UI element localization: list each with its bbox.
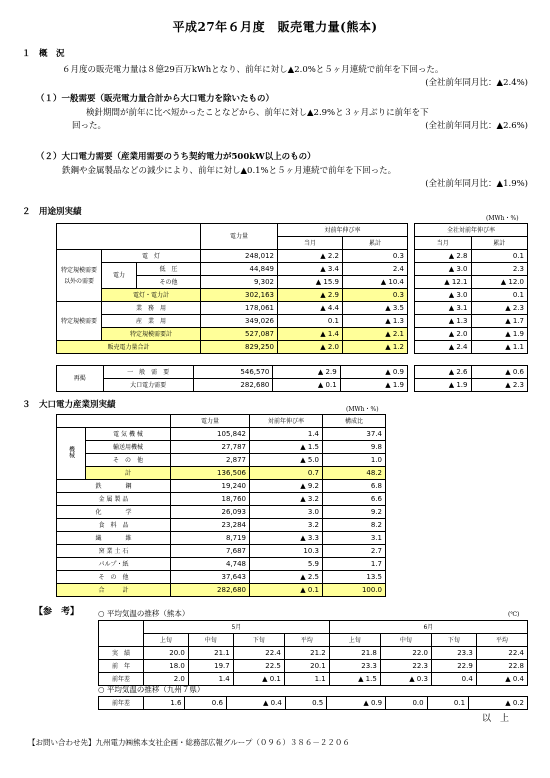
temp-table: 5月 6月 上旬 中旬 下旬 平均 上旬 中旬 下旬 平均 実 績 20.0 21.1 22.4 21.2 21.8 22.0 23.3 22.4 前 年 18.0 19.7 22.5 20.1 23.3 22.3 22.9 22.8 前年差 2.0 1.4 ▲ 0.1 1.1 ▲ 1.5 ▲ 0.3 0.4 ▲ 0.4 [98,620,528,686]
group-power: 電力 [102,263,137,289]
s1-sub1-line1: 検針期間が前年に比べ短かったことなどから、前年に対し▲2.9%と３ヶ月ぶりに前年を下 [86,108,429,118]
s1-line1b: (全社前年同月比：▲2.4%) [425,78,528,88]
s1-sub2-right: (全社前年同月比：▲1.9%) [425,179,528,189]
group-ref: 再掲 [57,366,104,392]
s1-sub1-heading: （１）一般需要（販売電力量合計から大口電力を除いたもの） [36,94,275,104]
s2-unit: (MWh・%) [486,215,519,222]
month-6: 6月 [329,621,527,634]
table-row: 鉄 鋼 19,240 ▲ 9.2 6.8 [57,480,386,493]
table-row: 特定規模需要以外の需要 電 灯 248,012 ▲ 2.2 0.3 [57,250,408,263]
table-row: 合 計 282,680 ▲ 0.1 100.0 [57,584,386,597]
col-company: 全社対前年伸び率 [415,224,528,237]
contact-info: 【お問い合わせ先】九州電力㈱熊本支社企画・総務部広報グループ（０９６）３８６－２２０６ [28,738,350,747]
company-table: 全社対前年伸び率 当月 累計 ▲ 2.8 0.1 ▲ 3.0 2.3 ▲ 12.1 ▲ 12.0 ▲ 3.0 0.1 ▲ 3.1 ▲ 2.3 ▲ 1.3 ▲ 1.7 ▲ 2.0 ▲ 1.9 ▲ 2.4 ▲ 1.1 [414,223,528,354]
table-row: 食 料 品 23,284 3.2 8.2 [57,519,386,532]
kyushu-table [98,696,528,710]
s1-line1: ６月度の販売電力量は８億29百万kWhとなり、前年に対し▲2.0%と５ヶ月連続で前年を下回った。 [62,65,444,75]
table-row: 化 学 26,093 3.0 9.2 [57,506,386,519]
table-row: 産 業 用 349,026 0.1 ▲ 1.3 [57,315,408,328]
table-row: 計 136,506 0.7 48.2 [57,467,386,480]
table-row: 機械 電 気 機 械 105,842 1.4 37.4 [57,428,386,441]
table-row: 窯 業 土 石 7,687 10.3 2.7 [57,545,386,558]
table-row: 特定規模需要 業 務 用 178,061 ▲ 4.4 ▲ 3.5 [57,302,408,315]
rain-title: ○ 平均気温の推移（九州７県） [98,685,205,694]
group-label-2: 特定規模需要 [57,302,102,341]
section-1-heading: １ 概 況 [22,49,65,59]
table-row: 販売電力量合計 829,250 ▲ 2.0 ▲ 1.2 [57,341,408,354]
usage-table [56,223,408,354]
table-row: 繊 維 8,719 ▲ 3.3 3.1 [57,532,386,545]
temp-title: ○ 平均気温の推移（熊本） [98,609,190,618]
ref-heading: 【参 考】 [34,607,80,617]
month-5: 5月 [144,621,330,634]
table-row: そ の 他 37,643 ▲ 2.5 13.5 [57,571,386,584]
s1-sub1-right: (全社前年同月比：▲2.6%) [425,121,528,131]
s1-sub1-line2: 回った。 [72,121,107,131]
table-row: 輸送用機械 27,787 ▲ 1.5 9.8 [57,441,386,454]
group-label: 特定規模需要以外の需要 [57,250,102,302]
end-mark: 以 上 [482,714,510,724]
s1-sub2-line1: 鉄鋼や金属製品などの減少により、前年に対し▲0.1%と５ヶ月連続で前年を下回った。 [62,166,397,176]
col-yoy: 対前年伸び率 [278,224,408,237]
table-row: 前 年 18.0 19.7 22.5 20.1 23.3 22.3 22.9 22.8 [99,660,528,673]
section-2-heading: ２ 用途別実績 [22,207,82,217]
section-3-heading: ３ 大口電力産業別実績 [22,400,116,410]
industry-table: 電力量 対前年伸び率 構成比 機械 電 気 機 械 105,842 1.4 37.4 輸送用機械 27,787 ▲ 1.5 9.8 そ の 他 2,877 ▲ 5.0 1.0 計 136,506 0.7 48.2 鉄 鋼 19,240 ▲ 9.2 6.8 金 属 製 品 18,760 ▲ 3.2 6.6 化 学 26,093 3.0 9.2 食 料 品 23,284 3.2 8.2 繊 維 8,719 ▲ 3.3 3.1 窯 業 土 石 7,687 10.3 2.7 パルプ・紙 4,748 5.9 1.7 そ の 他 37,643 ▲ 2.5 13.5 合 計 282,680 ▲ 0.1 100.0 [56,414,386,597]
s3-unit: (MWh・%) [346,406,379,413]
table-row: 前年差 2.0 1.4 ▲ 0.1 1.1 ▲ 1.5 ▲ 0.3 0.4 ▲ 0.4 [99,673,528,686]
table-row: 電力 低 圧 44,849 ▲ 3.4 2.4 [57,263,408,276]
ref-table [56,365,408,392]
table-row: 前年差 1.6 0.6 ▲ 0.4 0.5 ▲ 0.9 0.0 0.1 ▲ 0.2 [99,697,528,710]
col-cum: 累計 [343,237,408,250]
s1-sub2-heading: （２）大口電力需要（産業用需要のうち契約電力が500kW以上のもの） [36,152,316,162]
table-row: そ の 他 2,877 ▲ 5.0 1.0 [57,454,386,467]
table-row: 電灯・電力計 302,163 ▲ 2.9 0.3 [57,289,408,302]
table-row: 実 績 20.0 21.1 22.4 21.2 21.8 22.0 23.3 22.4 [99,647,528,660]
table-row: 再掲 一 般 需 要 546,570 ▲ 2.9 ▲ 0.9 [57,366,408,379]
table-row: 特定規模需要計 527,087 ▲ 1.4 ▲ 2.1 [57,328,408,341]
temp-unit: (℃) [508,611,520,618]
table-row: 大口電力需要 282,680 ▲ 0.1 ▲ 1.9 [57,379,408,392]
page-title: 平成27年６月度 販売電力量(熊本) [172,20,378,34]
table-row: 金 属 製 品 18,760 ▲ 3.2 6.6 [57,493,386,506]
col-kwh: 電力量 [201,224,278,250]
table-row: パルプ・紙 4,748 5.9 1.7 [57,558,386,571]
group-machine: 機械 [67,445,75,458]
col-month: 当月 [278,237,343,250]
table-row: その他 9,302 ▲ 15.9 ▲ 10.4 [57,276,408,289]
ref-company-table: ▲ 2.6 ▲ 0.6 ▲ 1.9 ▲ 2.3 [414,365,528,392]
